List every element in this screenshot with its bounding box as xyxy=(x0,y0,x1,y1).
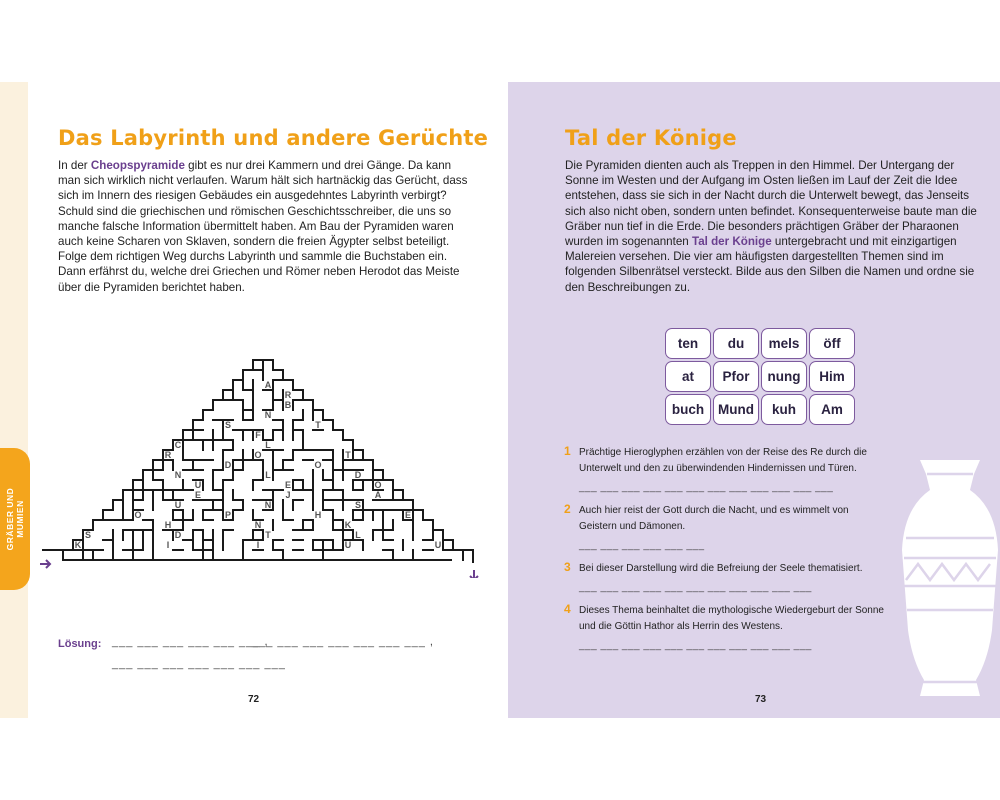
syllable-tile: nung xyxy=(761,361,807,392)
answer-blank[interactable]: ___ ___ ___ ___ ___ ___ ___ ___ ___ ___ ___ xyxy=(579,582,812,593)
solution-blank-1[interactable]: ___ ___ ___ ___ ___ ___ , xyxy=(112,636,269,648)
chapter-side-tab-label: GRÄBER UND MUMIEN xyxy=(5,487,25,551)
answer-blank[interactable]: ___ ___ ___ ___ ___ ___ xyxy=(579,540,705,551)
maze-letter: K xyxy=(74,540,82,550)
question-number: 4 xyxy=(564,602,571,616)
maze-exit-arrow xyxy=(470,570,478,578)
left-page xyxy=(0,82,508,718)
maze-entry-arrow xyxy=(40,560,50,568)
maze-letter: K xyxy=(344,520,352,530)
maze-letter: H xyxy=(164,520,172,530)
syllable-tile: kuh xyxy=(761,394,807,425)
maze-letter: N xyxy=(264,500,272,510)
maze-letter: S xyxy=(354,500,362,510)
syllable-tile: buch xyxy=(665,394,711,425)
maze-letter: S xyxy=(84,530,92,540)
page-number-right: 73 xyxy=(755,694,767,705)
paragraph-text: Die Pyramiden dienten auch als Treppen in den Himmel. Der Untergang der Sonne im Westen und der Aufgang im Osten ließen im Lauf der Zeit die Idee entstehen, dass sie sich in der Nacht durch die Unterwelt bewegt, das Jenseits sich also nicht oben, sondern unten befindet. Konsequenterweise baute man die Gräber nun tief in die Erde. Die besonders prächtigen Gräber der Pharaonen wurden im sogenannten xyxy=(565,159,977,249)
maze-letter: N xyxy=(174,470,182,480)
maze-letter: J xyxy=(285,490,291,500)
maze-letter: I xyxy=(166,540,170,550)
maze-letter: U xyxy=(434,540,442,550)
paragraph-text: untergebracht und mit einzigartigen Malereien versehen. Die vier am häufigsten dargestellten Themen sind im folgenden Silbenrätsel versteckt. Bilde aus den Silben die Namen und ordne sie den Beschreibungen zu. xyxy=(565,235,975,294)
highlight-tal-der-koenige: Tal der Könige xyxy=(691,235,772,249)
maze-letter: O xyxy=(254,450,262,460)
maze-letter: O xyxy=(374,480,382,490)
maze-letter: S xyxy=(224,420,232,430)
maze-letter: E xyxy=(194,490,202,500)
maze-letter: P xyxy=(224,510,232,520)
maze-letter: T xyxy=(265,530,271,540)
maze-letter: D xyxy=(174,530,182,540)
maze-letter: U xyxy=(194,480,202,490)
maze-letter: O xyxy=(314,460,322,470)
maze-letter: O xyxy=(134,510,142,520)
maze-walls xyxy=(43,360,473,562)
maze-letter: N xyxy=(264,410,272,420)
maze-letter: U xyxy=(344,540,352,550)
maze-letter: D xyxy=(354,470,362,480)
right-page xyxy=(508,82,1000,718)
maze-letter: T xyxy=(315,420,321,430)
maze-letter: F xyxy=(255,430,261,440)
syllable-tile: Am xyxy=(809,394,855,425)
highlight-cheopspyramide: Cheopspyramide xyxy=(90,159,185,172)
egyptian-vase-illustration xyxy=(900,460,1000,700)
solution-blank-2[interactable]: ___ ___ ___ ___ ___ ___ ___ , xyxy=(252,636,434,648)
chapter-side-tab xyxy=(0,448,30,590)
maze-letters xyxy=(75,380,442,550)
syllable-tile: Mund xyxy=(713,394,759,425)
question-text: Bei dieser Darstellung wird die Befreiung der Seele thematisiert. xyxy=(579,563,863,574)
right-page-title: Tal der Könige xyxy=(565,126,737,150)
question-number: 2 xyxy=(564,502,571,516)
solution-blank-3[interactable]: ___ ___ ___ ___ ___ ___ ___ xyxy=(112,658,286,670)
maze-letter: L xyxy=(265,440,271,450)
syllable-tile: ten xyxy=(665,328,711,359)
maze-letter: I xyxy=(256,540,260,550)
maze-letter: B xyxy=(284,400,292,410)
syllable-tile: Him xyxy=(809,361,855,392)
maze-letter: A xyxy=(374,490,382,500)
pyramid-maze xyxy=(38,348,488,578)
maze-letter: N xyxy=(254,520,262,530)
page-number-left: 72 xyxy=(248,694,260,705)
question-text: Auch hier reist der Gott durch die Nacht, und es wimmelt von Geistern und Dämonen. xyxy=(579,505,849,532)
left-page-margin xyxy=(0,82,28,718)
maze-letter: L xyxy=(265,470,271,480)
answer-blank[interactable]: ___ ___ ___ ___ ___ ___ ___ ___ ___ ___ ___ xyxy=(579,640,812,651)
right-page-paragraph xyxy=(565,158,977,295)
solution-label: Lösung: xyxy=(58,638,102,650)
question-text: Dieses Thema beinhaltet die mythologische Wiedergeburt der Sonne und die Göttin Hathor als Herrin des Westens. xyxy=(579,605,884,632)
maze-letter: E xyxy=(404,510,412,520)
maze-letter: C xyxy=(174,440,182,450)
paragraph-text: gibt es nur drei Kammern und drei Gänge. Da kann man sich wirklich nicht verlaufen. Warum hält sich hartnäckig das Gerücht, dass sich im Innern des riesigen Gebäudes ein ausgedehntes Labyrinth verbirgt? Schuld sind die griechischen und römischen Geschichtsschreiber, die uns so manche falsche Information übermittelt haben. Am Bau der Pyramiden waren auch keine Scharen von Sklaven, sondern die freien Ägypter selbst beteiligt. Folge dem richtigen Weg durchs Labyrinth und sammle die Buchstaben ein. Dann erfährst du, welche drei Griechen und Römer neben Herodot das Meiste über die Pyramiden berichtet haben. xyxy=(58,159,468,294)
book-spread xyxy=(0,82,1000,718)
question-text: Prächtige Hieroglyphen erzählen von der Reise des Re durch die Unterwelt und den zu überwindenden Hindernissen und Türen. xyxy=(579,447,867,474)
syllable-puzzle-grid xyxy=(665,328,861,425)
maze-letter: E xyxy=(284,480,292,490)
question-number: 1 xyxy=(564,444,571,458)
syllable-tile: at xyxy=(665,361,711,392)
left-page-paragraph xyxy=(58,158,476,295)
syllable-tile: du xyxy=(713,328,759,359)
syllable-tile: Pfor xyxy=(713,361,759,392)
maze-letter: A xyxy=(264,380,272,390)
paragraph-text: In der xyxy=(58,159,91,172)
question-number: 3 xyxy=(564,560,571,574)
maze-letter: H xyxy=(314,510,322,520)
maze-letter: T xyxy=(345,450,351,460)
answer-blank[interactable]: ___ ___ ___ ___ ___ ___ ___ ___ ___ ___ ___ ___ xyxy=(579,482,834,493)
syllable-tile: mels xyxy=(761,328,807,359)
syllable-tile: öff xyxy=(809,328,855,359)
maze-letter: U xyxy=(174,500,182,510)
maze-letter: R xyxy=(284,390,292,400)
maze-letter: R xyxy=(164,450,172,460)
left-page-title: Das Labyrinth und andere Gerüchte xyxy=(58,126,489,150)
maze-letter: L xyxy=(355,530,361,540)
maze-letter: D xyxy=(224,460,232,470)
